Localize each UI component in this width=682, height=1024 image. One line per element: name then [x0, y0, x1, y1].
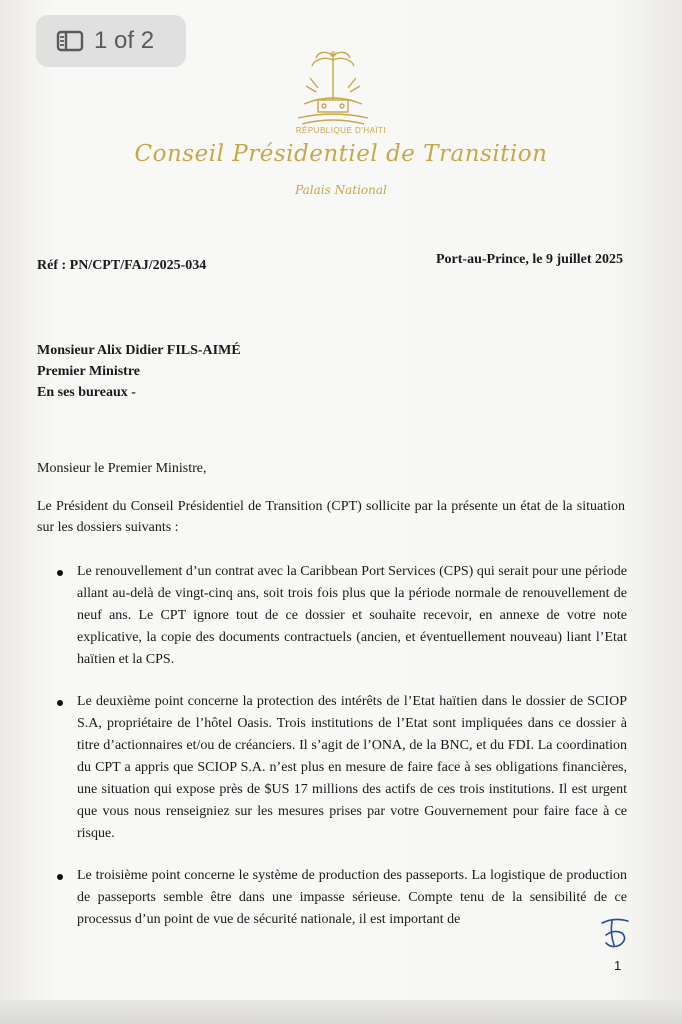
- handwritten-initials-icon: [598, 915, 632, 951]
- council-heading: Conseil Présidentiel de Transition: [134, 141, 548, 167]
- point-text: Le troisième point concerne le système de production des passeports. La logistique de production de passeports semble être dans une impasse sérieuse. Compte tenu de la sensibilité de ce processus d’un point de vue de sécurité nationale, il est important de: [77, 868, 627, 927]
- points-list: [37, 561, 627, 931]
- place-and-date: Port-au-Prince, le 9 juillet 2025: [435, 252, 623, 267]
- palace-heading: Palais National: [295, 183, 387, 197]
- bullet-icon: [57, 570, 63, 576]
- page-counter-badge[interactable]: [36, 15, 186, 67]
- addressee-location: En ses bureaux -: [37, 385, 136, 400]
- reference-number: Réf : PN/CPT/FAJ/2025-034: [37, 258, 207, 273]
- salutation: Monsieur le Premier Ministre,: [37, 461, 207, 476]
- point-text: Le deuxième point concerne la protection des intérêts de l’Etat haïtien dans le dossier de SCIOP S.A, propriétaire de l’hôtel Oasis. Trois institutions de l’Etat sont impliquées dans ce dossier à titre d’actionnaires et/ou de créanciers. Il s’agit de l’ONA, de la BNC, et du FDI. La coordination du CPT a appris que SCIOP S.A. n’est plus en mesure de faire face à ses obligations financières, une situation qui expose près de $US 17 millions des actifs de ces trois institutions. Il est urgent que vous nous renseigniez sur les mesures prises par votre Gouvernement pour faire face à ce risque.: [77, 694, 627, 841]
- bullet-icon: [57, 700, 63, 706]
- intro-paragraph: Le Président du Conseil Présidentiel de Transition (CPT) sollicite par la présente un état de la situation sur les dossiers suivants :: [37, 499, 625, 535]
- republic-heading: RÉPUBLIQUE D'HAÏTI: [295, 126, 387, 135]
- page-number: 1: [614, 958, 622, 973]
- addressee-block: [37, 340, 241, 403]
- page-bottom-edge: [0, 1000, 682, 1024]
- bullet-icon: [57, 874, 63, 880]
- point-text: Le renouvellement d’un contrat avec la Caribbean Port Services (CPS) qui serait pour une période allant au-delà de vingt-cinq ans, soit trois fois plus que la période normale de renouvellement de neuf ans. Le CPT ignore tout de ce dossier et souhaite recevoir, en annexe de votre note explicative, la copie des documents contractuels (ancien, et éventuellement nouveau) liant l’Etat haïtien et la CPS.: [77, 564, 627, 667]
- page-layout-icon: [56, 30, 84, 52]
- list-item: [37, 865, 627, 931]
- addressee-name: Monsieur Alix Didier FILS-AIMÉ: [37, 343, 241, 358]
- coat-of-arms-icon: [288, 48, 378, 130]
- page-indicator-text: 1 of 2: [94, 27, 155, 54]
- list-item: [37, 561, 627, 671]
- list-item: [37, 691, 627, 845]
- addressee-title: Premier Ministre: [37, 364, 141, 379]
